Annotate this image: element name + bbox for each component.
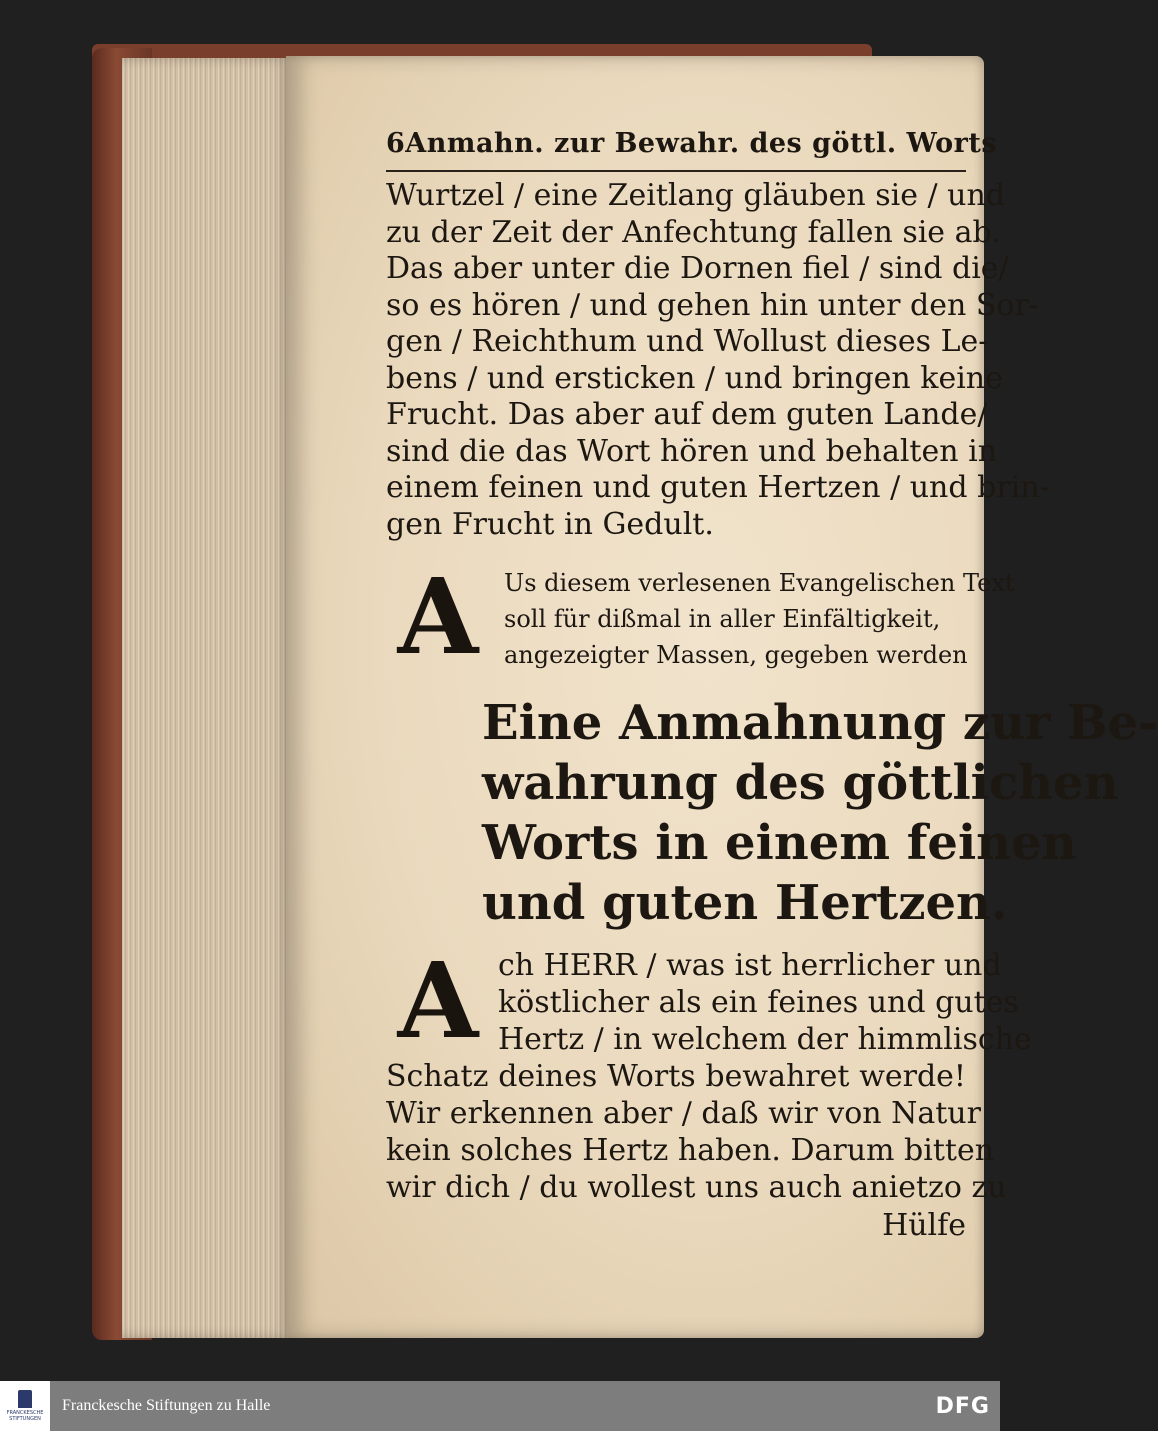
intro-line: angezeigter Massen, gegeben werden	[504, 641, 968, 669]
section-heading	[386, 693, 1158, 933]
body-line: gen Frucht in Gedult.	[386, 506, 714, 542]
body-line: so es hören / und gehen hin unter den Sor-	[386, 287, 1039, 323]
institution-logo[interactable]	[0, 1381, 50, 1431]
catchword: Hülfe	[882, 1208, 966, 1243]
prayer-line: Schatz deines Worts bewahret werde!	[386, 1059, 966, 1094]
page-edges	[122, 58, 292, 1338]
dfg-logo[interactable]: DFG	[935, 1393, 990, 1419]
building-icon	[18, 1390, 32, 1408]
prayer-line: wir dich / du wollest uns auch anietzo zu	[386, 1170, 1007, 1205]
logo-text: FRANCKESCHE STIFTUNGEN	[6, 1410, 44, 1422]
prayer-line: Wir erkennen aber / daß wir von Natur	[386, 1096, 981, 1131]
prayer-paragraph	[386, 939, 1032, 1246]
body-line: gen / Reichthum und Wollust dieses Le-	[386, 324, 989, 359]
body-line: bens / und ersticken / und bringen keine	[386, 360, 1003, 396]
prayer-line: Hertz / in welchem der himmlische	[498, 1022, 1032, 1057]
prayer-line: ch HERR / was ist herrlicher und	[498, 948, 1002, 983]
heading-line: und guten Hertzen.	[482, 875, 1008, 931]
body-line: Frucht. Das aber auf dem guten Lande/	[386, 397, 988, 432]
body-line: zu der Zeit der Anfechtung fallen sie ab.	[386, 214, 1002, 250]
viewer-footer	[0, 1381, 1000, 1431]
running-head	[386, 128, 998, 172]
running-title: Anmahn. zur Bewahr. des göttl. Worts	[405, 128, 998, 159]
prayer-line: kein solches Hertz haben. Darum bitten	[386, 1133, 995, 1168]
body-line: einem feinen und guten Hertzen / und brin-	[386, 470, 1050, 505]
intro-lines	[504, 565, 1015, 673]
decorated-initial: A	[397, 555, 479, 678]
page-number: 6	[386, 128, 406, 159]
heading-line: Worts in einem feinen	[482, 815, 1077, 871]
prayer-line: köstlicher als ein feines und gutes	[498, 985, 1019, 1020]
page-text	[386, 128, 1158, 1246]
body-line: sind die das Wort hören und behalten in	[386, 433, 998, 469]
institution-name[interactable]: Franckesche Stiftungen zu Halle	[62, 1397, 271, 1414]
intro-line: Us diesem verlesenen Evangelischen Text	[504, 569, 1015, 597]
heading-line: Eine Anmahnung zur Be-	[482, 695, 1158, 751]
intro-line: soll für dißmal in aller Einfältigkeit,	[504, 605, 941, 633]
body-paragraph	[386, 178, 1050, 543]
intro-paragraph	[386, 555, 1015, 681]
heading-line: wahrung des göttlichen	[482, 755, 1119, 811]
body-line: Wurtzel / eine Zeitlang gläuben sie / und	[386, 178, 1006, 213]
decorated-initial: A	[397, 939, 479, 1062]
body-line: Das aber unter die Dornen fiel / sind die/	[386, 251, 1009, 286]
